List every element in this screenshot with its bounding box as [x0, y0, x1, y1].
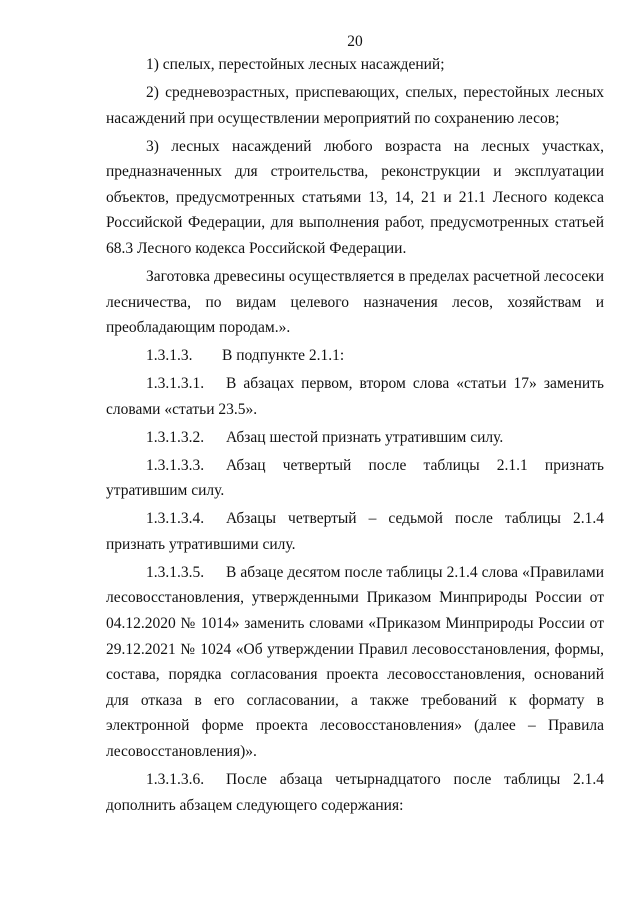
- page-number: 20: [347, 33, 363, 50]
- clause-text: В абзацах первом, втором слова «статьи 17» заменить словами «статьи 23.5».: [106, 375, 604, 418]
- clause-number: 1.3.1.3.2.: [146, 428, 205, 446]
- clause-1-3-1-3-1: [106, 371, 604, 422]
- clause-text: В подпункте 2.1.1:: [222, 347, 345, 365]
- clause-1-3-1-3-5: [106, 560, 604, 765]
- clause-number: 1.3.1.3.6.: [146, 770, 205, 788]
- clause-text: Абзацы четвертый – седьмой после таблицы 2.1.4 признать утратившими силу.: [106, 510, 604, 553]
- paragraph-harvesting-note: Заготовка древесины осуществляется в пределах расчетной лесосеки лесничества, по видам целевого назначения лесов, хозяйствам и преобладающим породам.».: [106, 267, 604, 337]
- paragraph-item-3: 3) лесных насаждений любого возраста на лесных участках, предназначенных для строительства, реконструкции и эксплуатации объектов, предусмотренных статьями 13, 14, 21 и 21.1 Лесного кодекса Российской Федерации, для выполнения работ, предусмотренных статьей 68.3 Лесного кодекса Российской Федерации.: [106, 137, 604, 257]
- clause-number: 1.3.1.3.4.: [146, 510, 205, 528]
- paragraph-item-2: 2) средневозрастных, приспевающих, спелых, перестойных лесных насаждений при осуществлении мероприятий по сохранению лесов;: [106, 83, 604, 127]
- paragraph-item-1: 1) спелых, перестойных лесных насаждений;: [146, 56, 445, 73]
- clause-number: 1.3.1.3.: [146, 347, 193, 365]
- clause-number: 1.3.1.3.3.: [146, 456, 205, 474]
- clause-1-3-1-3-3: [106, 453, 604, 504]
- clause-text: Абзац шестой признать утратившим силу.: [226, 428, 504, 446]
- document-body: [106, 52, 604, 821]
- clause-number: 1.3.1.3.1.: [146, 375, 205, 393]
- clause-text: В абзаце десятом после таблицы 2.1.4 слова «Правилами лесовосстановления, утвержденными Приказом Минприроды России от 04.12.2020 № 1014» заменить словами «Приказом Минприроды России от 29.12.2021 № 1024 «Об утверждении Правил лесовосстановления, формы, состава, порядка согласования проекта лесовосстановления, оснований для отказа в его согласовании, а также требований к формату в электронной форме проекта лесовосстановления» (далее – Правила лесовосстановления)».: [106, 563, 604, 760]
- clause-text: После абзаца четырнадцатого после таблицы 2.1.4 дополнить абзацем следующего содержания:: [106, 770, 604, 814]
- clause-1-3-1-3: [106, 343, 604, 369]
- clause-number: 1.3.1.3.5.: [146, 563, 205, 581]
- clause-1-3-1-3-6: [106, 767, 604, 818]
- clause-1-3-1-3-4: [106, 506, 604, 557]
- clause-1-3-1-3-2: [106, 425, 604, 451]
- clause-text: Абзац четвертый после таблицы 2.1.1 признать утратившим силу.: [106, 456, 604, 500]
